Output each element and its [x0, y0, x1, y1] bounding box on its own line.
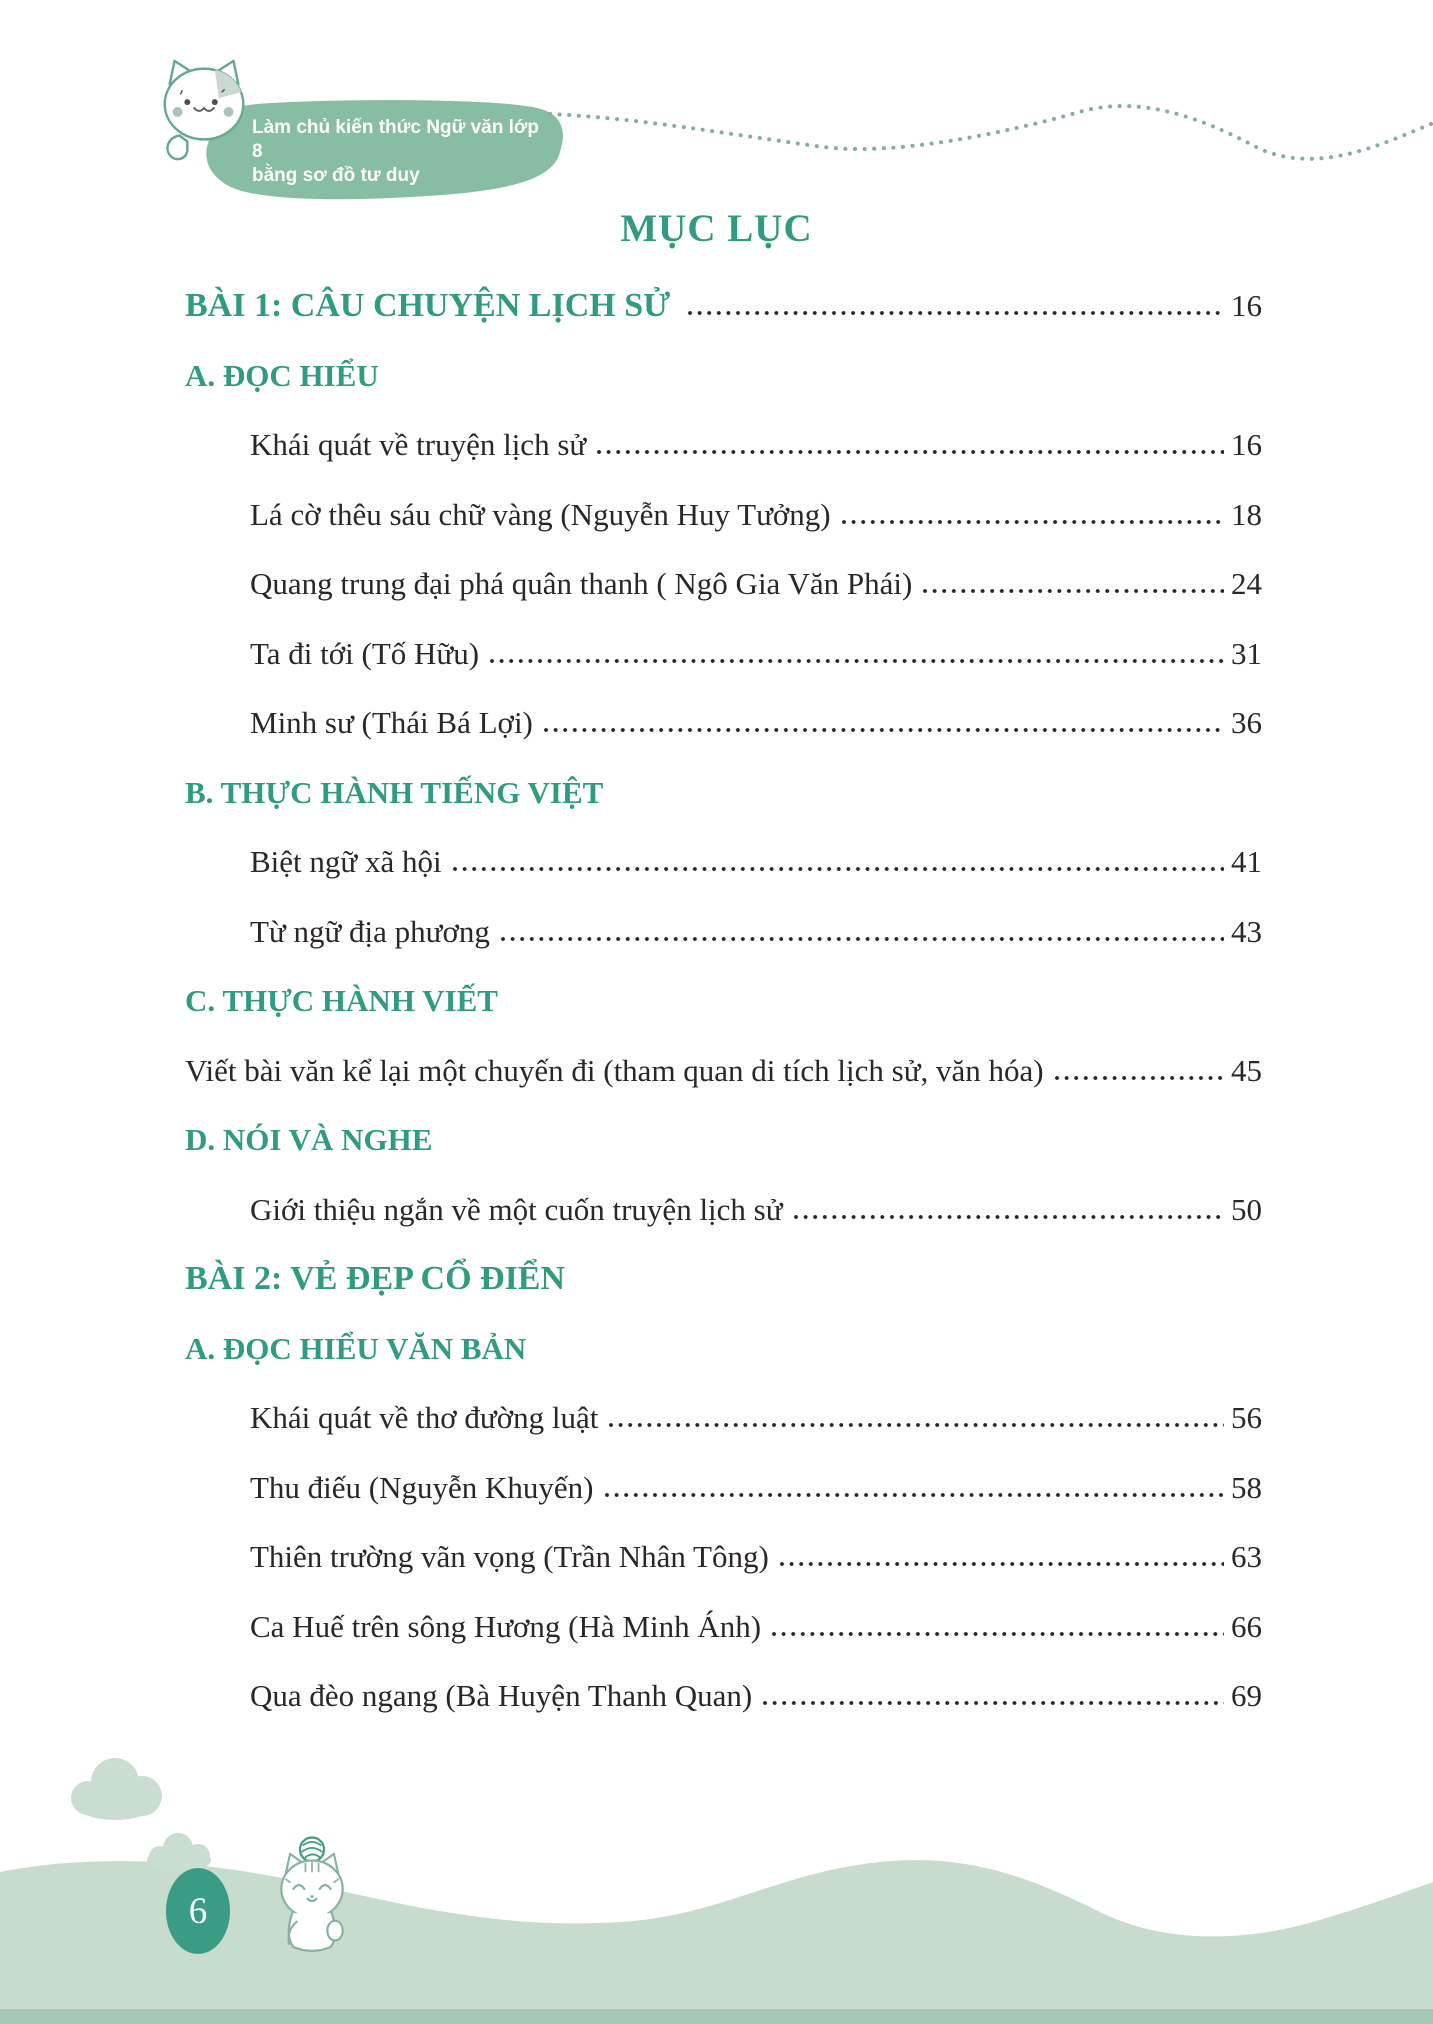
toc-entry-label: C. THỰC HÀNH VIẾT	[185, 983, 498, 1018]
toc-entry-label: Biệt ngữ xã hội	[250, 844, 442, 879]
toc-row	[185, 1383, 1262, 1453]
toc-entry-page: 36	[1231, 705, 1262, 740]
toc-row	[185, 1592, 1262, 1662]
toc-entry-label: Lá cờ thêu sáu chữ vàng (Nguyễn Huy Tưởng)	[250, 496, 831, 532]
cat-mascot-icon	[150, 52, 258, 164]
toc-entry-label: Quang trung đại phá quân thanh ( Ngô Gia Văn Phái)	[250, 566, 913, 601]
dot-leader	[761, 1700, 1224, 1706]
toc-entry-page: 43	[1231, 913, 1262, 949]
toc-row	[185, 410, 1262, 480]
toc-entry-label: Thu điếu (Nguyễn Khuyến)	[250, 1469, 594, 1505]
toc-row	[185, 1105, 1262, 1175]
toc-row	[185, 1036, 1262, 1106]
toc-entry-page: 24	[1231, 566, 1262, 601]
toc-entry-label: BÀI 1: CÂU CHUYỆN LỊCH SỬ	[185, 287, 671, 324]
page-number-badge	[166, 1868, 230, 1954]
badge-title	[252, 116, 552, 188]
toc-entry-label: A. ĐỌC HIỂU VĂN BẢN	[185, 1330, 527, 1366]
badge-title-line1: Làm chủ kiến thức Ngữ văn lớp 8	[252, 117, 540, 162]
toc-entry-page: 16	[1231, 427, 1262, 462]
toc-entry-page: 45	[1231, 1052, 1262, 1088]
cat-mascot-footer-icon	[256, 1832, 368, 1958]
toc-entry-label: Viết bài văn kể lại một chuyến đi (tham quan di tích lịch sử, văn hóa)	[185, 1052, 1044, 1088]
page-number: 6	[188, 1890, 208, 1932]
toc-entry-page: 41	[1231, 844, 1262, 879]
toc-entry-label: Ca Huế trên sông Hương (Hà Minh Ánh)	[250, 1608, 762, 1644]
toc-entry-page: 58	[1231, 1469, 1262, 1505]
dot-leader	[607, 1422, 1224, 1428]
dot-leader	[499, 936, 1224, 942]
toc-entry-label: Ta đi tới (Tố Hữu)	[250, 635, 480, 671]
toc-row	[185, 341, 1262, 411]
toc-entry-label: BÀI 2: VẺ ĐẸP CỔ ĐIỂN	[185, 1260, 566, 1297]
toc-entry-page: 56	[1231, 1400, 1262, 1435]
toc-entry-page: 69	[1231, 1678, 1262, 1713]
dot-leader	[921, 588, 1224, 594]
toc-row	[185, 1661, 1262, 1731]
toc-entry-page: 63	[1231, 1539, 1262, 1574]
dot-leader	[778, 1561, 1224, 1567]
toc-row	[185, 619, 1262, 689]
toc-entry-label: Từ ngữ địa phương	[250, 913, 490, 949]
bottom-edge-strip	[0, 2009, 1433, 2024]
brand-badge	[150, 52, 590, 222]
toc-entry-label: Minh sư (Thái Bá Lợi)	[250, 705, 533, 740]
toc-row	[185, 1453, 1262, 1523]
toc-entry-label: Giới thiệu ngắn về một cuốn truyện lịch sử	[250, 1191, 783, 1227]
badge-title-line2: bằng sơ đồ tư duy	[252, 165, 420, 186]
dot-leader	[686, 310, 1224, 316]
dot-leader	[1053, 1075, 1224, 1081]
toc-row	[185, 1244, 1262, 1314]
toc-row	[185, 1175, 1262, 1245]
toc-entry-label: Khái quát về thơ đường luật	[250, 1400, 599, 1435]
dot-leader	[840, 519, 1224, 525]
toc-row	[185, 827, 1262, 897]
toc-row	[185, 688, 1262, 758]
toc-row	[185, 758, 1262, 828]
toc-row	[185, 1522, 1262, 1592]
toc-row	[185, 480, 1262, 550]
dot-leader	[792, 1214, 1224, 1220]
toc-entry-label: Thiên trường vãn vọng (Trần Nhân Tông)	[250, 1539, 769, 1574]
toc-row	[185, 897, 1262, 967]
page-title: MỤC LỤC	[620, 207, 813, 250]
toc-entry-label: D. NÓI VÀ NGHE	[185, 1122, 433, 1157]
toc-entry-page: 66	[1231, 1608, 1262, 1644]
dot-leader	[542, 727, 1224, 733]
dotted-wave-line	[548, 94, 1433, 174]
toc-row	[185, 1314, 1262, 1384]
toc-entry-label: Qua đèo ngang (Bà Huyện Thanh Quan)	[250, 1678, 753, 1713]
toc-row	[185, 271, 1262, 341]
dot-leader	[488, 658, 1224, 664]
dot-leader	[451, 866, 1224, 872]
toc-entry-page: 18	[1231, 496, 1262, 532]
toc-row	[185, 549, 1262, 619]
toc-list	[185, 271, 1262, 1731]
toc-entry-label: A. ĐỌC HIỂU	[185, 357, 379, 393]
dot-leader	[603, 1492, 1225, 1498]
dot-leader	[595, 449, 1224, 455]
toc-entry-page: 31	[1231, 635, 1262, 671]
toc-row	[185, 966, 1262, 1036]
dot-leader	[770, 1631, 1224, 1637]
toc-entry-label: Khái quát về truyện lịch sử	[250, 427, 587, 462]
toc-entry-label: B. THỰC HÀNH TIẾNG VIỆT	[185, 774, 604, 810]
toc-entry-page: 50	[1231, 1191, 1262, 1227]
toc-entry-page: 16	[1231, 288, 1262, 323]
